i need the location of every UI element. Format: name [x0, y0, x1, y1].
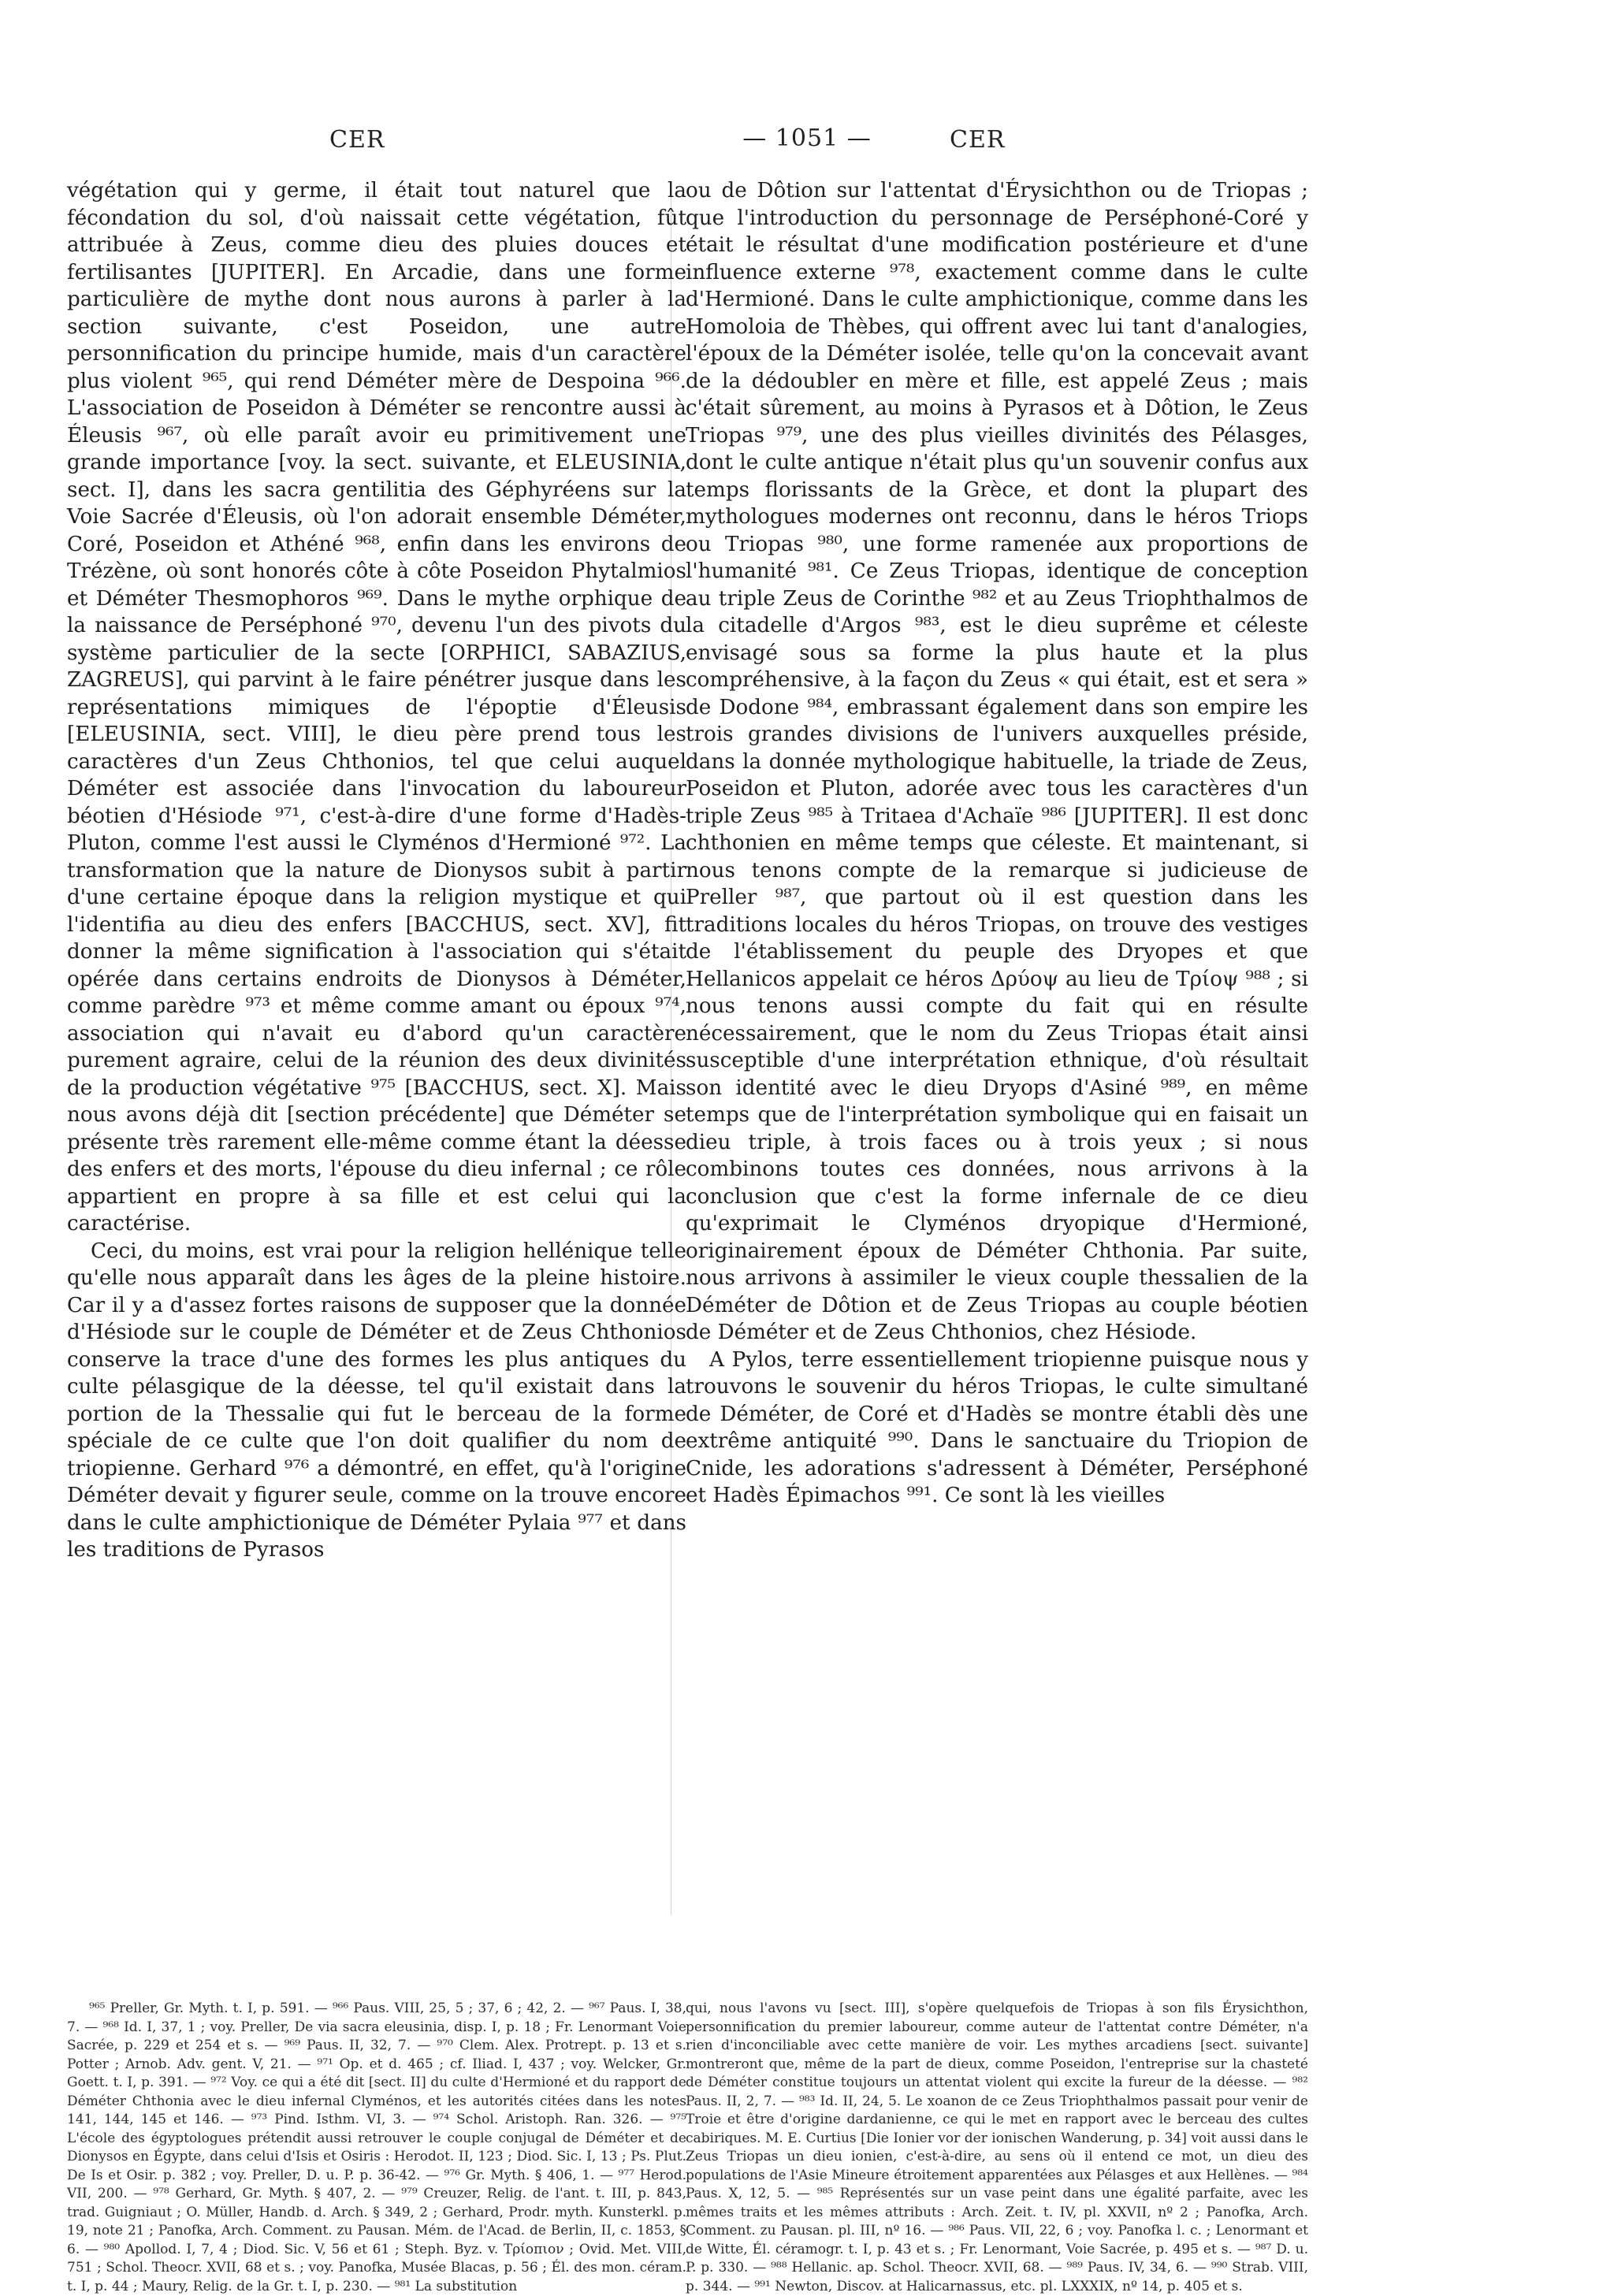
running-head-left: CER: [329, 126, 385, 154]
right-paragraph-2: A Pylos, terre essentiellement triopienne puisque nous y trouvons le souvenir du héros Triopas, le culte simultané de Déméter, de Coré et d'Hadès se montre établi dès une extrême antiquité ⁹⁹⁰. Dans le sanctuaire du Triopion de Cnide, les adorations s'adressent à Déméter, Perséphoné et Hadès Épimachos ⁹⁹¹. Ce sont là les vieilles: [686, 1347, 1308, 1507]
page-number: — 1051 —: [742, 124, 872, 152]
footnotes-right: [686, 2000, 1308, 2296]
footnotes-left: [67, 2000, 686, 2296]
footnotes-right-text: qui, nous l'avons vu [sect. III], s'opère quelquefois de Triopas à son fils Érysichthon, personnification du premier laboureur, comme auteur de l'attentat contre Déméter, n'a rien d'inconciliable avec cette manière de voir. Les mythes arcadiens [sect. suivante] montreront que, même de la part de dieux, comme Poseidon, l'entreprise sur la chasteté de Déméter constitue toujours un attentat violent qui excite la fureur de la déesse. — ⁹⁸² Paus. II, 2, 7. — ⁹⁸³ Id. II, 24, 5. Le xoanon de ce Zeus Triophthalmos passait pour venir de Troie et être d'origine dardanienne, ce qui le met en rapport avec le berceau des cultes cabiriques. M. E. Curtius [Die Ionier vor der ionischen Wanderung, p. 34] voit aussi dans le Zeus Triopas un dieu ionien, c'est-à-dire, au sens où il entend ce mot, un dieu des populations de l'Asie Mineure étroitement apparentées aux Pélasges et aux Hellènes. — ⁹⁸⁴ Paus. X, 12, 5. — ⁹⁸⁵ Représentés sur un vase peint dans une égalité parfaite, avec les mêmes traits et les mêmes attributs : Arch. Zeit. t. IV, pl. XXVII, nº 2 ; Panofka, Arch. Comment. zu Pausan. pl. III, nº 16. — ⁹⁸⁶ Paus. VII, 22, 6 ; voy. Panofka l. c. ; Lenormant et de Witte, Él. céramogr. t. I, p. 43 et s. ; Fr. Lenormant, Voie Sacrée, p. 495 et s. — ⁹⁸⁷ D. u. P. p. 330. — ⁹⁸⁸ Hellanic. ap. Schol. Theocr. XVII, 68. — ⁹⁸⁹ Paus. IV, 34, 6. — ⁹⁹⁰ Strab. VIII, p. 344. — ⁹⁹¹ Newton, Discov. at Halicarnassus, etc. pl. LXXXIX, nº 14, p. 405 et s.: [686, 2001, 1308, 2294]
right-column: [686, 177, 1308, 1510]
left-paragraph-2: Ceci, du moins, est vrai pour la religion hellénique telle qu'elle nous apparaît dans les âges de la pleine histoire. Car il y a d'assez fortes raisons de supposer que la donnée d'Hésiode sur le couple de Déméter et de Zeus Chthonios conserve la trace d'une des formes les plus antiques du culte pélasgique de la déesse, tel qu'il existait dans la portion de la Thessalie qui fut le berceau de la forme spéciale de ce culte que l'on doit qualifier du nom de triopienne. Gerhard ⁹⁷⁶ a démontré, en effet, qu'à l'origine Déméter devait y figurer seule, comme on la trouve encore dans le culte amphictionique de Déméter Pylaia ⁹⁷⁷ et dans les traditions de Pyrasos: [67, 1239, 686, 1562]
footnotes-left-text: ⁹⁶⁵ Preller, Gr. Myth. t. I, p. 591. — ⁹⁶⁶ Paus. VIII, 25, 5 ; 37, 6 ; 42, 2. — ⁹⁶⁷ Paus. I, 38, 7. — ⁹⁶⁸ Id. I, 37, 1 ; voy. Preller, De via sacra eleusinia, disp. I, p. 18 ; Fr. Lenormant Voie Sacrée, p. 229 et 254 et s. — ⁹⁶⁹ Paus. II, 32, 7. — ⁹⁷⁰ Clem. Alex. Protrept. p. 13 et s. Potter ; Arnob. Adv. gent. V, 21. — ⁹⁷¹ Op. et d. 465 ; cf. Iliad. I, 437 ; voy. Welcker, Gr. Goett. t. I, p. 391. — ⁹⁷² Voy. ce qui a été dit [sect. II] du culte d'Hermioné et du rapport de Déméter Chthonia avec le dieu infernal Clyménos, et les autorités citées dans les notes 141, 144, 145 et 146. — ⁹⁷³ Pind. Isthm. VI, 3. — ⁹⁷⁴ Schol. Aristoph. Ran. 326. — ⁹⁷⁵ L'école des égyptologues prétendit aussi retrouver le couple conjugal de Déméter et de Dionysos en Égypte, dans celui d'Isis et Osiris : Herodot. II, 123 ; Diod. Sic. I, 13 ; Ps. Plut. De Is et Osir. p. 382 ; voy. Preller, D. u. P. p. 36-42. — ⁹⁷⁶ Gr. Myth. § 406, 1. — ⁹⁷⁷ Herod. VII, 200. — ⁹⁷⁸ Gerhard, Gr. Myth. § 407, 2. — ⁹⁷⁹ Creuzer, Relig. de l'ant. t. III, p. 843, trad. Guigniaut ; O. Müller, Handb. d. Arch. § 349, 2 ; Gerhard, Prodr. myth. Kunsterkl. p. 19, note 21 ; Panofka, Arch. Comment. zu Pausan. Mém. de l'Acad. de Berlin, II, c. 1853, § 6. — ⁹⁸⁰ Apollod. I, 7, 4 ; Diod. Sic. V, 56 et 61 ; Steph. Byz. v. Τρίοπιον ; Ovid. Met. VIII, 751 ; Schol. Theocr. XVII, 68 et s. ; voy. Panofka, Musée Blacas, p. 56 ; Él. des mon. céram. t. I, p. 44 ; Maury, Relig. de la Gr. t. I, p. 230. — ⁹⁸¹ La substitution: [67, 2001, 686, 2294]
left-paragraph-1: végétation qui y germe, il était tout naturel que la fécondation du sol, d'où naissait cette végétation, fût attribuée à Zeus, comme dieu des pluies douces et fertilisantes [JUPITER]. En Arcadie, dans une forme particulière de mythe dont nous aurons à parler à la section suivante, c'est Poseidon, une autre personnification du principe humide, mais d'un caractère plus violent ⁹⁶⁵, qui rend Déméter mère de Despoina ⁹⁶⁶. L'association de Poseidon à Déméter se rencontre aussi à Éleusis ⁹⁶⁷, où elle paraît avoir eu primitivement une grande importance [voy. la sect. suivante, et ELEUSINIA, sect. I], dans les sacra gentilitia des Géphyréens sur la Voie Sacrée d'Éleusis, où l'on adorait ensemble Déméter, Coré, Poseidon et Athéné ⁹⁶⁸, enfin dans les environs de Trézène, où sont honorés côte à côte Poseidon Phytalmios et Déméter Thesmophoros ⁹⁶⁹. Dans le mythe orphique de la naissance de Perséphoné ⁹⁷⁰, devenu l'un des pivots du système particulier de la secte [ORPHICI, SABAZIUS, ZAGREUS], qui parvint à le faire pénétrer jusque dans les représentations mimiques de l'époptie d'Éleusis [ELEUSINIA, sect. VIII], le dieu père prend tous les caractères d'un Zeus Chthonios, tel que celui auquel Déméter est associée dans l'invocation du laboureur béotien d'Hésiode ⁹⁷¹, c'est-à-dire d'une forme d'Hadès-Pluton, comme l'est aussi le Clyménos d'Hermioné ⁹⁷². La transformation que la nature de Dionysos subit à partir d'une certaine époque dans la religion mystique et qui l'identifia au dieu des enfers [BACCHUS, sect. XV], fit donner la même signification à l'association qui s'était opérée dans certains endroits de Dionysos à Déméter, comme parèdre ⁹⁷³ et même comme amant ou époux ⁹⁷⁴, association qui n'avait eu d'abord qu'un caractère purement agraire, celui de la réunion des deux divinités de la production végétative ⁹⁷⁵ [BACCHUS, sect. X]. Mais nous avons déjà dit [section précédente] que Déméter se présente très rarement elle-même comme étant la déesse des enfers et des morts, l'épouse du dieu infernal ; ce rôle appartient en propre à sa fille et est celui qui la caractérise.: [67, 179, 686, 1235]
left-column: [67, 177, 686, 1564]
right-paragraph-1: ou de Dôtion sur l'attentat d'Érysichthon ou de Triopas ; que l'introduction du personnage de Perséphoné-Coré y était le résultat d'une modification postérieure et d'une influence externe ⁹⁷⁸, exactement comme dans le culte d'Hermioné. Dans le culte amphictionique, comme dans les Homoloia de Thèbes, qui offrent avec lui tant d'analogies, l'époux de la Déméter isolée, telle qu'on la concevait avant de la dédoubler en mère et fille, est appelé Zeus ; mais c'était sûrement, au moins à Pyrasos et à Dôtion, le Zeus Triopas ⁹⁷⁹, une des plus vieilles divinités des Pélasges, dont le culte antique n'était plus qu'un souvenir confus aux temps florissants de la Grèce, et dont la plupart des mythologues modernes ont reconnu, dans le héros Triops ou Triopas ⁹⁸⁰, une forme ramenée aux proportions de l'humanité ⁹⁸¹. Ce Zeus Triopas, identique de conception au triple Zeus de Corinthe ⁹⁸² et au Zeus Triophthalmos de la citadelle d'Argos ⁹⁸³, est le dieu suprême et céleste envisagé sous sa forme la plus haute et la plus compréhensive, à la façon du Zeus « qui était, est et sera » de Dodone ⁹⁸⁴, embrassant également dans son empire les trois grandes divisions de l'univers auxquelles préside, dans la donnée mythologique habituelle, la triade de Zeus, Poseidon et Pluton, adorée avec tous les caractères d'un triple Zeus ⁹⁸⁵ à Tritaea d'Achaïe ⁹⁸⁶ [JUPITER]. Il est donc chthonien en même temps que céleste. Et maintenant, si nous tenons compte de la remarque si judicieuse de Preller ⁹⁸⁷, que partout où il est question dans les traditions locales du héros Triopas, on trouve des vestiges de l'établissement du peuple des Dryopes et que Hellanicos appelait ce héros Δρύοψ au lieu de Τρίοψ ⁹⁸⁸ ; si nous tenons aussi compte du fait qui en résulte nécessairement, que le nom du Zeus Triopas était ainsi susceptible d'une interprétation ethnique, d'où résultait son identité avec le dieu Dryops d'Asiné ⁹⁸⁹, en même temps que de l'interprétation symbolique qui en faisait un dieu triple, à trois faces ou à trois yeux ; si nous combinons toutes ces données, nous arrivons à la conclusion que c'est la forme infernale de ce dieu qu'exprimait le Clyménos dryopique d'Hermioné, originairement époux de Déméter Chthonia. Par suite, nous arrivons à assimiler le vieux couple thessalien de la Déméter de Dôtion et de Zeus Triopas au couple béotien de Déméter et de Zeus Chthonios, chez Hésiode.: [686, 179, 1308, 1344]
running-head-right: CER: [950, 126, 1006, 154]
